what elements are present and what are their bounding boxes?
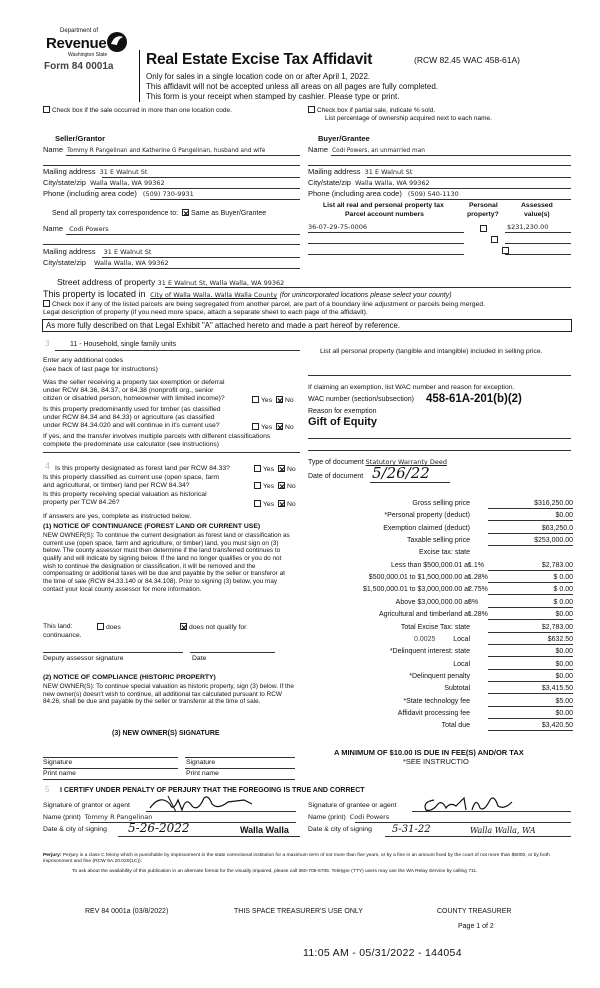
unincorp-note: (for unincorporated locations please select your county) [279, 292, 452, 299]
q-exemption-yes-checkbox[interactable] [252, 396, 259, 403]
calc-value[interactable]: $0.00 [488, 673, 573, 682]
tax-city-row [43, 259, 169, 268]
q-timber-answer [252, 423, 294, 432]
tax-name-row [43, 225, 109, 234]
calc-value[interactable]: $63,250.0 [488, 525, 573, 534]
multi-location-label: Check box if the sale occurred in more than one location code. [52, 107, 232, 114]
tax-city-line [95, 268, 300, 269]
land-does-not-checkbox[interactable] [180, 623, 187, 630]
treasurer-use: THIS SPACE TREASURER'S USE ONLY [234, 908, 363, 915]
seller-mailing-line [102, 177, 300, 178]
grantee-date-line [385, 836, 571, 837]
deputy-sig-label: Deputy assessor signature [43, 655, 124, 662]
wac-number[interactable]: 458-61A-201(b)(2) [426, 393, 522, 405]
calc-value[interactable]: $5.00 [488, 698, 573, 707]
deputy-date-line [190, 652, 275, 653]
personal-property-checkbox-1[interactable] [480, 225, 487, 232]
located-value[interactable]: City of Walla Walla, Walla Walla County [150, 291, 278, 299]
legal-desc-label: Legal description of property (if you need more space, attach a separate sheet to each page of the affidavit). [43, 309, 368, 316]
no-label: No [284, 424, 294, 431]
personal-prop-label: List all personal property (tangible and intangible) included in selling price. [320, 348, 543, 355]
calc-value[interactable]: $253,000.00 [488, 537, 573, 546]
partial-sale-checkbox[interactable] [308, 106, 315, 113]
q-timber [43, 406, 263, 429]
see-back: (see back of last page for instructions) [43, 366, 158, 373]
grantee-sig-label: Signature of grantee or agent [308, 802, 397, 809]
land-does-row [97, 623, 121, 632]
seller-city-label: City/state/zip [43, 178, 86, 187]
parcel-header-3: Personal [469, 202, 498, 209]
legal-description: As more fully described on that Legal Exhibit "A" attached hereto and made a part hereof by reference. [46, 321, 401, 330]
q-multi-parcel [43, 433, 303, 449]
subtitle-2: This affidavit will not be accepted unless all areas on all pages are fully completed. [146, 82, 439, 91]
grantor-date-line [118, 836, 300, 837]
partial-sale-label: Check box if partial sale, indicate % sold. [317, 107, 436, 114]
q-timber-1: Is this property predominantly used for timber (as classified [43, 406, 221, 413]
buyer-mailing-line [367, 177, 571, 178]
calc-label: Total Excise Tax: state [400, 623, 470, 631]
value-line-2 [505, 243, 571, 244]
reason-line-1 [308, 438, 571, 439]
doc-type[interactable]: Statutory Warranty Deed [365, 458, 447, 466]
county-treasurer: COUNTY TREASURER [437, 908, 512, 915]
wac-row [308, 396, 414, 404]
section4-bottom-line [43, 779, 295, 780]
calc-value[interactable]: $0.00 [488, 648, 573, 657]
q-historic-2: property per TCW 84.26? [43, 498, 120, 506]
tax-blank-line [43, 244, 300, 245]
q-forest-yes-checkbox[interactable] [254, 465, 261, 472]
calc-label: Exemption claimed (deduct) [383, 524, 470, 532]
perjury-notice [43, 853, 575, 866]
calc-value[interactable]: $0.00 [488, 661, 573, 670]
calc-row [310, 661, 575, 672]
q-current-use [43, 474, 263, 490]
calc-row [310, 586, 575, 597]
q-forest: Is this property designated as forest land per RCW 84.33? [55, 465, 230, 472]
grantor-sig-line [146, 811, 296, 812]
notice-1-body: NEW OWNER(S): To continue the current designation as forest land or classification as current use (open space, farm and agriculture, or timber) land, you must sign on (3) below. The county assessor must then determine if the land transferred continues to qualify and will indicate by signing below. If the land no longer qualifies or you do not wish to continue the designation or classification, it will be removed and the compensating or additional taxes will be due and payable by the seller or transferor at the time of sale (RCW 84.33.140 or 84.34.108). Prior to signing (3) below, you may contact your local county assessor for more information. [43, 532, 290, 593]
doc-date[interactable]: 5/26/22 [372, 464, 430, 482]
tax-city[interactable]: Walla Walla, WA 99362 [94, 259, 169, 267]
dept-of-text: Department of [60, 28, 99, 34]
doc-date-label: Date of document [308, 473, 364, 480]
q-current-use-yes-checkbox[interactable] [254, 482, 261, 489]
form-rcw: (RCW 82.45 WAC 458-61A) [414, 55, 520, 65]
parcel-header-4: property? [467, 211, 499, 218]
owner-sig-line-2 [185, 757, 295, 758]
tax-name-label: Name [43, 224, 64, 233]
buyer-name[interactable]: Codi Powers, an unmarried man [332, 148, 425, 154]
seller-phone-line [150, 199, 300, 200]
q-historic-1: Is this property receiving special valuation as historical [43, 491, 207, 498]
exemption-claim-label: If claiming an exemption, list WAC number and reason for exception. [308, 384, 515, 391]
minimum-notice: A MINIMUM OF $10.00 IS DUE IN FEE(S) AND/OR TAX [334, 748, 524, 757]
buyer-city-row [308, 179, 430, 188]
calc-label: *Personal property (deduct) [384, 512, 470, 520]
calc-row [310, 673, 575, 684]
seller-name-row [43, 146, 298, 155]
seller-phone-row [43, 190, 194, 199]
calc-value[interactable]: $2,783.00 [488, 562, 573, 571]
located-row [43, 289, 452, 300]
grantee-name[interactable]: Codi Powers [349, 813, 390, 821]
buyer-mailing-label: Mailing address [308, 167, 361, 176]
personal-prop-line [308, 375, 571, 376]
calc-rate: 1.1% [468, 561, 484, 569]
calc-rate: 1.28% [468, 574, 488, 582]
same-as-buyer-label: Same as Buyer/Grantee [191, 210, 267, 217]
calc-row [310, 525, 575, 536]
q-current-use-1: Is this property classified as current use (open space, farm [43, 474, 220, 481]
q-historic-yes-checkbox[interactable] [254, 500, 261, 507]
buyer-phone-line [415, 199, 571, 200]
q-timber-yes-checkbox[interactable] [252, 423, 259, 430]
q-forest-no-checkbox[interactable] [278, 465, 285, 472]
legal-description-box[interactable] [42, 319, 572, 332]
reason-value[interactable]: Gift of Equity [308, 416, 378, 428]
revenue-text: Revenue [46, 35, 107, 52]
calc-rate: 2.75% [468, 586, 488, 594]
calc-row [310, 537, 575, 548]
see-instructions: *SEE INSTRUCTIO [403, 757, 469, 766]
section-3-number: 3 [45, 339, 50, 348]
parcel-line-3 [308, 254, 464, 255]
grantor-name-label: Name (print) [43, 814, 81, 821]
q-exemption-no-checkbox[interactable] [276, 396, 283, 403]
no-label: No [284, 397, 294, 404]
calc-label: Total due [441, 722, 470, 730]
calc-row [310, 685, 575, 696]
q-current-use-2: and agricultural, or timber) land per RCW 84.34? [43, 481, 190, 489]
parcel-line-2 [308, 243, 464, 244]
seller-name-line [66, 155, 300, 156]
q-timber-2: under RCW 84.34 and 84.33) or agriculture (as classified [43, 413, 215, 421]
form-revision: REV 84 0001a (03/8/2022) [85, 908, 169, 915]
buyer-city[interactable]: Walla Walla, WA 99362 [355, 179, 430, 187]
grantee-name-row [308, 814, 389, 822]
partial-sale-row[interactable] [308, 106, 435, 114]
land-does-checkbox[interactable] [97, 623, 104, 630]
seller-mailing-row [43, 168, 147, 177]
certify-text: I CERTIFY UNDER PENALTY OF PERJURY THAT THE FOREGOING IS TRUE AND CORRECT [60, 787, 365, 794]
enter-codes: Enter any additional codes [43, 357, 124, 364]
section3-bottom-line [43, 452, 300, 453]
parcel-number-1[interactable]: 36-07-29-75-0006 [308, 223, 368, 231]
buyer-phone-row [308, 190, 459, 199]
street-line [165, 287, 571, 288]
calc-label: Gross selling price [412, 500, 470, 507]
same-as-buyer-checkbox[interactable] [182, 209, 189, 216]
buyer-phone[interactable]: (509) 540-1130 [407, 190, 459, 198]
buyer-mailing[interactable]: 31 E Walnut St [364, 168, 413, 176]
partial-sale-sub: List percentage of ownership acquired next to each name. [325, 115, 492, 122]
calc-row [310, 611, 575, 622]
calc-value[interactable]: $0.00 [488, 611, 573, 620]
calc-value[interactable]: $632.50 [488, 636, 573, 645]
parcel-header-5: Assessed [521, 202, 553, 209]
calc-label: Local [453, 660, 470, 668]
q-exemption-answer [252, 396, 294, 405]
segregated-row[interactable] [43, 300, 485, 309]
calc-row [310, 722, 575, 733]
tax-name[interactable]: Codi Powers [69, 225, 109, 233]
owner-sig-label-2: Signature [186, 759, 216, 766]
calc-row [310, 500, 575, 511]
doc-type-label: Type of document [308, 459, 364, 466]
land-does-not-row [180, 623, 246, 632]
yes-label: Yes [263, 501, 275, 508]
grantor-name-line [90, 822, 296, 823]
buyer-heading: Buyer/Grantee [318, 134, 370, 143]
parcel-header-6: value(s) [524, 211, 550, 218]
q-current-use-no-checkbox[interactable] [278, 482, 285, 489]
calc-rate: 1.28% [468, 611, 488, 619]
tax-mailing-label: Mailing address [43, 247, 96, 256]
calc-value[interactable]: $0.00 [488, 512, 573, 521]
q-historic-answer [254, 500, 296, 509]
use-code-line [55, 350, 300, 351]
grantee-sig-line [412, 811, 571, 812]
deputy-sig-line [43, 652, 183, 653]
tax-mailing-line [102, 257, 300, 258]
tax-corr-label: Send all property tax correspondence to: [52, 210, 179, 217]
parcel-header-2: Parcel account numbers [345, 211, 424, 218]
seller-city[interactable]: Walla Walla, WA 99362 [90, 179, 165, 187]
q-historic-no-checkbox[interactable] [278, 500, 285, 507]
grantor-city[interactable]: Walla Walla [240, 825, 289, 835]
land-does-label: does [106, 624, 121, 631]
subtitle-3: This form is your receipt when stamped by cashier. Please type or print. [146, 92, 400, 101]
perjury-label: Perjury: [43, 853, 62, 858]
seller-mailing-label: Mailing address [43, 167, 96, 176]
calc-row [310, 698, 575, 709]
calc-row [310, 562, 575, 573]
wac-label: WAC number (section/subsection) [308, 396, 414, 403]
calc-label: Less than $500,000.01 at [390, 561, 470, 569]
calc-label: *Delinquent interest: state [389, 648, 470, 656]
street-address[interactable]: 31 E Walnut St, Walla Walla, WA 99362 [157, 279, 285, 287]
form-number: Form 84 0001a [44, 61, 114, 72]
calc-value[interactable]: $ 0.00 [488, 599, 573, 608]
calc-row [310, 636, 575, 647]
calc-row [310, 549, 575, 560]
calc-label: *State technology fee [403, 697, 470, 705]
grantor-date-label: Date & city of signing [43, 826, 107, 833]
multi-location-row[interactable] [43, 106, 232, 114]
parcel-line-1 [308, 232, 464, 233]
buyer-city-label: City/state/zip [308, 178, 351, 187]
calc-label: Local [453, 635, 470, 643]
q-exemption [43, 379, 263, 402]
owner-print-line-1 [43, 768, 178, 769]
tax-corr-row [52, 209, 266, 218]
answers-note: If answers are yes, complete as instructed below. [43, 513, 192, 520]
deputy-date-label: Date [192, 655, 207, 662]
subtitle-1: Only for sales in a single location code on or after April 1, 2022. [146, 72, 371, 81]
no-label: No [286, 466, 296, 473]
calc-rate: 0.0025 [414, 635, 436, 643]
q-exemption-2: under RCW 84.36, 84.37, or 84.38 (nonprofit org., senior [43, 386, 214, 394]
calc-label: Excise tax: state [419, 549, 470, 557]
calc-value[interactable]: $ 0.00 [488, 574, 573, 583]
owner-print-line-2 [185, 768, 295, 769]
notice-2-body: NEW OWNER(S): To continue special valuation as historic property, sign (3) below. If the new owner(s) doesn't wish to continue, all additional tax calculated pursuant to RCW 84.26, shall be due and payable by the seller or transferor at the time of sale. [43, 683, 294, 706]
q-multi-parcel-1: If yes, and the transfer involves multiple parcels with different classifications [43, 433, 271, 440]
q-forest-answer [254, 465, 296, 474]
calc-label: Affidavit processing fee [397, 709, 470, 717]
segregated-checkbox[interactable] [43, 300, 50, 307]
assessed-value-1[interactable]: $231,230.00 [507, 223, 549, 231]
yes-label: Yes [263, 483, 275, 490]
receipt-stamp: 11:05 AM - 05/31/2022 - 144054 [303, 947, 462, 959]
page-number: Page 1 of 2 [458, 923, 494, 930]
notice-2-title: (2) NOTICE OF COMPLIANCE (HISTORIC PROPERTY) [43, 674, 216, 681]
q-multi-parcel-2: complete the predominate use calculator (see instructions) [43, 440, 220, 448]
yes-label: Yes [263, 466, 275, 473]
calc-value[interactable]: $2,783.00 [488, 624, 573, 633]
owner-sig-label-1: Signature [43, 759, 73, 766]
land-label: This land: [43, 623, 73, 630]
tax-city-label: City/state/zip [43, 258, 86, 267]
no-label: No [286, 483, 296, 490]
buyer-phone-label: Phone (including area code) [308, 189, 402, 198]
calc-row [310, 574, 575, 585]
alt-format-notice: To ask about the availability of this publication in an alternate format for the visually impaired, please call 360-705-6705. Teletype (TTY) users may use the WA Relay Service by calling 711. [72, 869, 478, 874]
yes-label: Yes [261, 424, 273, 431]
seller-city-row [43, 179, 165, 188]
q-timber-no-checkbox[interactable] [276, 423, 283, 430]
header-divider [139, 50, 140, 102]
q-current-use-answer [254, 482, 296, 491]
calc-row [310, 710, 575, 721]
grantor-sig-label: Signature of grantor or agent [43, 802, 130, 809]
calc-label: $1,500,000.01 to $3,000,000.00 at [362, 586, 470, 594]
seller-heading: Seller/Grantor [55, 134, 106, 143]
doc-date-line [370, 482, 450, 483]
calc-label: *Delinquent penalty [409, 672, 470, 680]
wa-logo-icon [106, 30, 128, 54]
q-exemption-3: citizen or disabled person, homeowner with limited income)? [43, 394, 225, 402]
owner-print-label-2: Print name [186, 770, 219, 777]
tax-mailing[interactable]: 31 E Walnut St [103, 248, 152, 256]
reason-line-2 [308, 450, 571, 451]
buyer-name-label: Name [308, 145, 329, 154]
no-label: No [286, 501, 296, 508]
calc-value[interactable]: $3,420.50 [488, 722, 573, 731]
form-title: Real Estate Excise Tax Affidavit [146, 51, 373, 68]
parcel-header-1: List all real and personal property tax [323, 202, 444, 209]
value-line-3 [505, 254, 571, 255]
grantee-date[interactable]: 5-31-22 [392, 824, 431, 835]
street-label: Street address of property [57, 277, 156, 287]
grantee-city[interactable]: Walla Walla, WA [470, 826, 536, 835]
buyer-name-row [308, 146, 425, 155]
buyer-name-line [331, 155, 571, 156]
calc-rate: 3% [468, 598, 479, 606]
multi-location-checkbox[interactable] [43, 106, 50, 113]
calc-value[interactable]: $316,250.00 [488, 500, 573, 509]
seller-phone-label: Phone (including area code) [43, 189, 137, 198]
notice-3-title: (3) NEW OWNER(S) SIGNATURE [112, 730, 220, 737]
calc-label: Agricultural and timberland at [378, 611, 470, 619]
seller-name[interactable]: Tommy R Pangelinan and Katherine G Pangelinan, husband and wife [67, 148, 266, 154]
q-timber-3: under RCW 84.34.020 and will continue in it's current use? [43, 421, 220, 429]
calc-value[interactable]: $ 0.00 [488, 586, 573, 595]
grantor-name[interactable]: Tommy R Pangelinan [84, 813, 153, 821]
calc-label: Above $3,000,000.00 at [395, 598, 470, 606]
calc-row [310, 648, 575, 659]
segregated-label: Check box if any of the listed parcels are being segregated from another parcel, are part of a boundary line adjustment or parcels being merged. [52, 301, 485, 308]
grantee-date-label: Date & city of signing [308, 826, 372, 833]
seller-mailing[interactable]: 31 E Walnut St [99, 168, 148, 176]
value-line-1 [505, 232, 571, 233]
calc-label: Taxable selling price [406, 537, 470, 545]
calc-row [310, 599, 575, 610]
use-code[interactable]: 11 - Household, single family units [70, 341, 177, 348]
section-4-number: 4 [45, 461, 51, 471]
section-5-number: 5 [45, 785, 50, 794]
seller-name-label: Name [43, 145, 64, 154]
owner-print-label-1: Print name [43, 770, 76, 777]
calc-label: $500,000.01 to $1,500,000.00 at [368, 574, 470, 582]
dor-logo [38, 28, 133, 80]
grantor-date[interactable]: 5-26-2022 [128, 821, 190, 835]
seller-blank-line [43, 165, 300, 166]
reason-label: Reason for exemption [308, 408, 377, 415]
yes-label: Yes [261, 397, 273, 404]
notice-1-title: (1) NOTICE OF CONTINUANCE (FOREST LAND OR CURRENT USE) [43, 523, 261, 530]
grantee-name-label: Name (print) [308, 814, 346, 821]
land-does-not-label: does not qualify for [189, 624, 247, 631]
perjury-text: Perjury is a class C felony which is punishable by imprisonment in the state correctional institution for a maximum term of not more than five years, or by a fine in an amount fixed by the court of not more than $5000, or by both imprisonment and fine (RCW 9A.20.020(1C)). [43, 853, 550, 865]
located-label: This property is located in [43, 289, 146, 299]
calc-label: Subtotal [444, 685, 470, 693]
calc-row [310, 624, 575, 635]
grantee-name-line [355, 822, 571, 823]
q-exemption-1: Was the seller receiving a property tax exemption or deferral [43, 379, 225, 386]
personal-property-checkbox-3[interactable] [502, 247, 509, 254]
buyer-mailing-row [308, 168, 412, 177]
calc-value[interactable]: $3,415.50 [488, 685, 573, 694]
buyer-blank-line [308, 165, 571, 166]
state-text: Washington State [68, 52, 108, 58]
q-historic [43, 491, 263, 507]
tax-name-line [66, 234, 300, 235]
personal-property-checkbox-2[interactable] [491, 236, 498, 243]
tax-mailing-row [43, 248, 151, 257]
calc-row [310, 512, 575, 523]
continuance-label: continuance. [43, 632, 82, 639]
seller-phone[interactable]: (509) 730-9931 [142, 190, 194, 198]
calc-value[interactable]: $0.00 [488, 710, 573, 719]
owner-sig-line-1 [43, 757, 178, 758]
